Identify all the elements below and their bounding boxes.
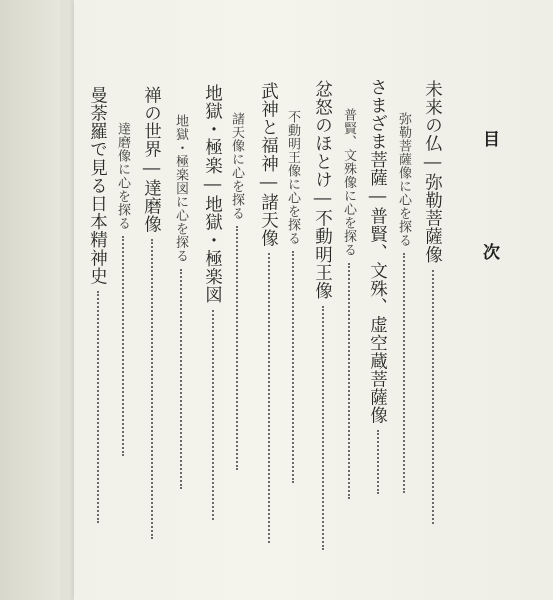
toc-entry [203, 84, 221, 520]
toc-subentry-title: 達磨像に心を探る [115, 122, 130, 230]
leader-dots [179, 269, 182, 489]
toc-subentry-title: 普賢、文殊像に心を探る [341, 108, 356, 257]
toc-heading-char-1: 目 [479, 130, 499, 147]
toc-entry-title: 武神と福神―諸天像 [258, 82, 279, 248]
toc-subentry [342, 108, 355, 499]
toc-entry-title: さまざま菩薩―普賢、文殊、虚空蔵菩薩像 [367, 78, 388, 425]
toc-subentry [397, 112, 410, 493]
leader-dots [235, 226, 238, 470]
leader-dots [96, 291, 99, 523]
book-cover-edge [0, 0, 60, 600]
toc-entry [423, 80, 441, 524]
toc-entry [368, 78, 386, 494]
toc-subentry-title: 地獄・極楽図に心を探る [173, 114, 188, 263]
leader-dots [121, 236, 124, 456]
leader-dots [321, 306, 324, 550]
toc-subentry-title: 不動明王像に心を探る [285, 110, 300, 245]
toc-entry-title: 未来の仏―弥勒菩薩像 [422, 80, 443, 264]
toc-entry [259, 82, 277, 543]
toc-entry [313, 80, 331, 550]
toc-entry-title: 曼荼羅で見る日本精神史 [87, 86, 108, 286]
toc-subentry [286, 110, 299, 483]
toc-entry [142, 86, 160, 539]
toc-heading-char-2: 次 [479, 243, 499, 260]
leader-dots [211, 310, 214, 520]
toc-entry [88, 86, 106, 523]
table-of-contents-page [74, 0, 553, 600]
toc-heading [480, 130, 497, 260]
toc-entry-title: 禅の世界―達磨像 [141, 86, 162, 234]
leader-dots [431, 270, 434, 524]
toc-entry-title: 地獄・極楽―地獄・極楽図 [202, 84, 223, 304]
toc-subentry [230, 112, 243, 470]
toc-subentry [116, 122, 129, 456]
toc-subentry [174, 114, 187, 489]
toc-subentry-title: 弥勒菩薩像に心を探る [396, 112, 411, 247]
leader-dots [347, 263, 350, 499]
leader-dots [150, 239, 153, 539]
toc-entry-title: 忿怒のほとけ―不動明王像 [312, 80, 333, 300]
leader-dots [291, 251, 294, 483]
leader-dots [402, 253, 405, 493]
toc-subentry-title: 諸天像に心を探る [229, 112, 244, 220]
leader-dots [267, 253, 270, 543]
leader-dots [376, 430, 379, 494]
